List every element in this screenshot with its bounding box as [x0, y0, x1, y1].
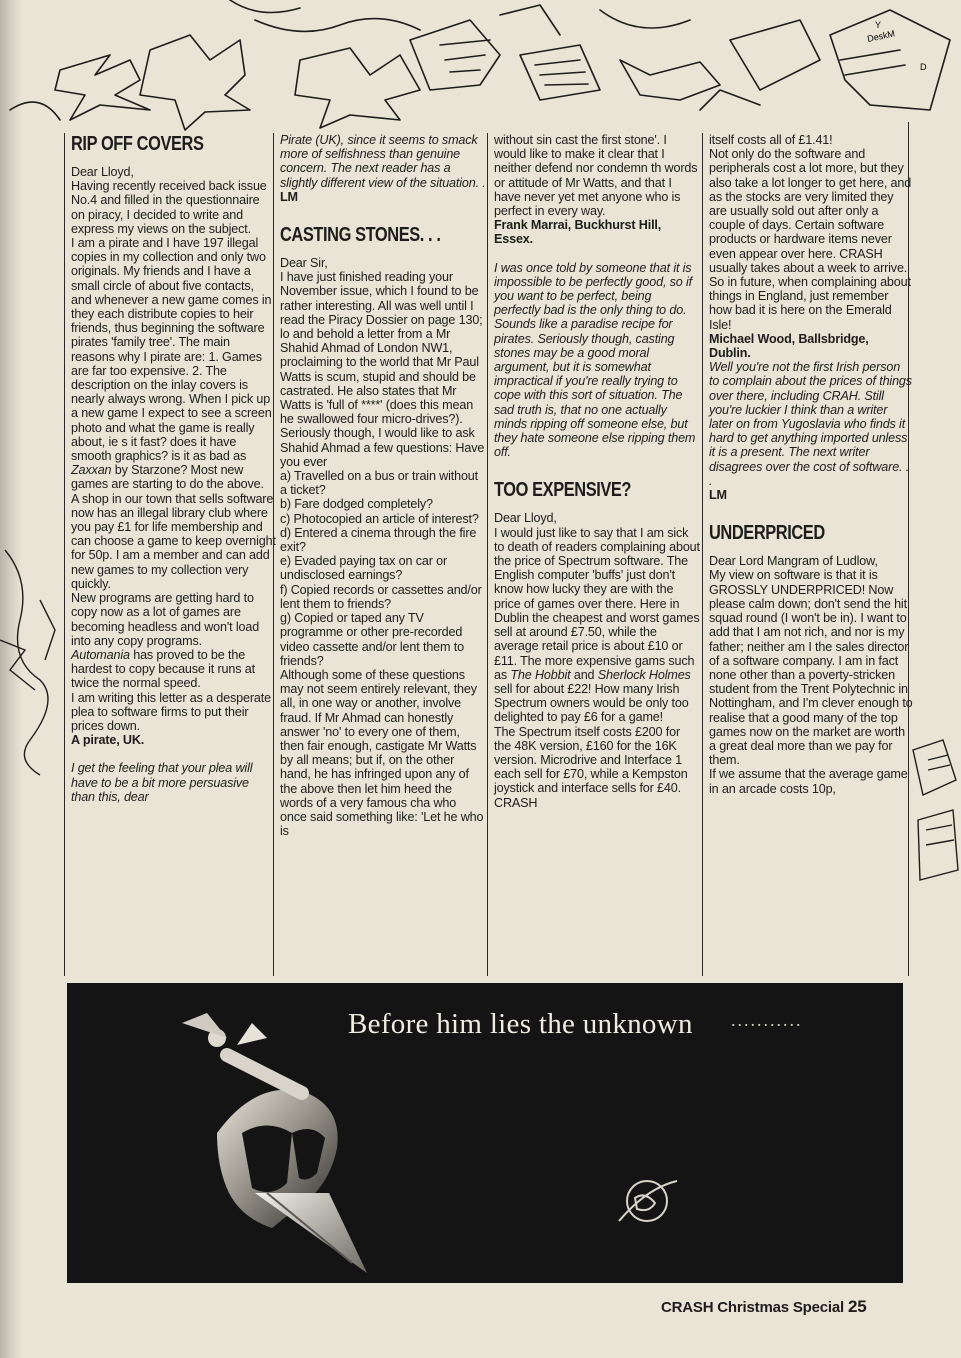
letter-paragraph: Not only do the software and peripherals cost a lot more, but they also take a lot longer to get here, and as the stocks are very limited they are usually sold out after only a couple of days. Certain software products or hardware items never even appear over here. CRASH usually takes about a week to arrive.	[709, 147, 912, 275]
editor-reply: I get the feeling that your plea will have to be a bit more persuasive than this, dear	[71, 761, 253, 804]
heading-rip-off-covers: RIP OFF COVERS	[71, 133, 204, 155]
letter-paragraph: If we assume that the average game in an arcade costs 10p,	[709, 767, 908, 796]
publication-name: CRASH Christmas Special	[661, 1299, 844, 1316]
letter-paragraph: I am a pirate and I have 197 illegal copies in my collection and only two originals. My friends and I have a small circle of about five contacts, and whenever a new game comes in they each distribute copies to heir friends, thus beginning the software pirates 'family tree'. The main reasons why I pirate are: 1. Games are far too expensive. 2. The description on the inlay covers is nearly always wrong. When I pick up a new game I expect to see a screen photo and what the game is really about, ie s it fast? does it have smooth graphics? is it as bad as Zaxxan by Starzone? Most new games are starting to do the above.	[71, 236, 272, 492]
letter-paragraph: Having recently received back issue No.4 and filled in the questionnaire on piracy, I decided to write and express my views on the subject.	[71, 179, 267, 236]
letter-paragraph: My view on software is that it is GROSSLY UNDERPRICED! Now please calm down; don't send the hit squad round (I won't be in). I want to add that I am not rich, and nor is my father; neither am I the sales director of a software company. I am in fact none other than a poverty-stricken student from the Trent Polytechnic in Nottingham, and I'm clever enough to realise that a good many of the top games now on the market are worth a great deal more than we pay for them.	[709, 568, 913, 768]
letter-paragraph: The Spectrum itself costs £200 for the 48K version, £160 for the 16K version. Microdrive and Interface 1 each sell for £70, while a Kempston joystick and interface sells for £40. CRASH	[494, 724, 688, 810]
letter-paragraph: Automania has proved to be the hardest to copy because it runs at twice the normal speed.	[71, 647, 255, 691]
letter-salutation: Dear Lord Mangram of Ludlow,	[709, 554, 878, 569]
letter-salutation: Dear Lloyd,	[71, 165, 134, 179]
heading-casting-stones: CASTING STONES. . .	[280, 224, 441, 247]
letter-salutation: Dear Sir,	[280, 256, 328, 271]
letter-paragraph: A shop in our town that sells software now has an illegal library club where you pay £1 for life membership and can choose a game to keep overnight for 50p. I am a member and can add new games to my collection very quickly.	[71, 491, 276, 591]
letter-paragraph: Although some of these questions may not seem entirely relevant, they all, in one way or another, involve fraud. If Mr Ahmad can honestly answer 'no' to every one of them, then fair enough, castigate Mr Watts by all means; but if, on the other hand, he has infringed upon any of the above then let him heed the words of a very famous cha who once said something like: 'Let he who is	[280, 667, 484, 839]
letter-signature: Michael Wood, Ballsbridge, Dublin.	[709, 331, 869, 361]
question-item: a) Travelled on a bus or train without a ticket?	[280, 469, 479, 498]
letter-signature: A pirate, UK.	[71, 733, 145, 748]
letter-paragraph: I would just like to say that I am sick to death of readers complaining about the price of Spectrum software. The English computer 'buffs' just don't know how lucky they are with the price of games over there. Here in Dublin the cheapest and worst games sell at around £7.50, while the average retail price is about £10 or £11. The more expensive gams such as The Hobbit and Sherlock Holmes sell for about £22! How many Irish Spectrum owners would be only too delighted to pay £6 for a game!	[494, 525, 700, 725]
header-doodle-label-2: D	[920, 62, 927, 72]
editor-signature: LM	[709, 488, 727, 503]
heading-underpriced: UNDERPRICED	[709, 522, 825, 545]
question-item: g) Copied or taped any TV programme or other pre-recorded video cassette and/or lent them to friends?	[280, 611, 464, 668]
letter-paragraph: New programs are getting hard to copy now as a lot of games are becoming headless and won't load into any copy programs.	[71, 591, 260, 648]
advert-ellipsis: ...........	[731, 1010, 803, 1030]
letter-paragraph-continued: without sin cast the first stone'. I would like to make it clear that I neither defend nor condemn th words or attitude of Mr Watts, and that I have never yet met anyone who is perfect in every way.	[494, 133, 698, 219]
column-2	[273, 133, 486, 976]
column-1	[64, 133, 276, 976]
page-footer	[661, 1297, 866, 1317]
letter-paragraph: I have just finished reading your November issue, which I found to be rather interesting. All was well until I read the Piracy Dossier on page 130; lo and behold a letter from a Mr Shahid Ahmad of London NW1, proclaiming to the world that Mr Paul Watts is scum, stupid and should be castrated. He also states that Mr Watts is 'full of ****' (does this mean he swallowed four micro-drives?). Seriously though, I would like to ask Shahid Ahmad a few questions: Have you ever	[280, 270, 485, 469]
left-margin-doodle	[0, 540, 64, 780]
editor-signature: LM	[280, 189, 298, 204]
question-item: c) Photocopied an article of interest?	[280, 511, 479, 526]
editor-reply-continued: Pirate (UK), since it seems to smack more of selfishness than genuine concern. The next reader has a slightly different view of the situation. .	[280, 133, 486, 190]
question-item: e) Evaded paying tax on car or undisclosed earnings?	[280, 554, 448, 583]
advert-tagline: Before him lies the unknown	[348, 1008, 693, 1040]
header-doodle-label-3: Y	[875, 20, 882, 30]
header-doodle-illustration	[0, 0, 961, 135]
column-3	[487, 133, 700, 976]
letter-paragraph: I am writing this letter as a desperate plea to software firms to put their prices down.	[71, 690, 271, 733]
letter-paragraph: So in future, when complaining about things in England, just remember how bad it is here on the Emerald Isle!	[709, 275, 911, 332]
header-doodle-label-1: DeskM	[866, 28, 896, 44]
editor-reply: Well you're not the first Irish person to complain about the prices of things over there, including CRAH. Still you're luckier I think than a writer later on from Yugoslavia who finds it hard to get anything imported unless it is a present. The next writer disagrees over the cost of software. . .	[709, 360, 912, 488]
letter-paragraph-continued: itself costs all of £1.41!	[709, 133, 833, 147]
heading-too-expensive: TOO EXPENSIVE?	[494, 479, 632, 502]
letter-salutation: Dear Lloyd,	[494, 511, 557, 526]
letter-signature: Frank Marrai, Buckhurst Hill, Essex.	[494, 218, 662, 247]
advertisement-panel	[67, 983, 903, 1283]
question-item: b) Fare dodged completely?	[280, 497, 433, 512]
editor-reply: I was once told by someone that it is impossible to be perfectly good, so if you want to be perfect, being perfectly bad is the only thing to do. Sounds like a paradise recipe for pirates. Seriously though, casting stones may be a good moral argument, but it is somewhat impractical if you're really trying to cope with this sort of situation. The sad truth is, that no one actually minds ripping off someone else, but they hate someone else ripping them off.	[494, 260, 696, 460]
question-item: f) Copied records or cassettes and/or lent them to friends?	[280, 582, 482, 611]
right-margin-doodle	[908, 720, 961, 920]
question-item: d) Entered a cinema through the fire exit?	[280, 525, 477, 555]
column-4	[702, 133, 913, 976]
page-number: 25	[847, 1297, 867, 1316]
